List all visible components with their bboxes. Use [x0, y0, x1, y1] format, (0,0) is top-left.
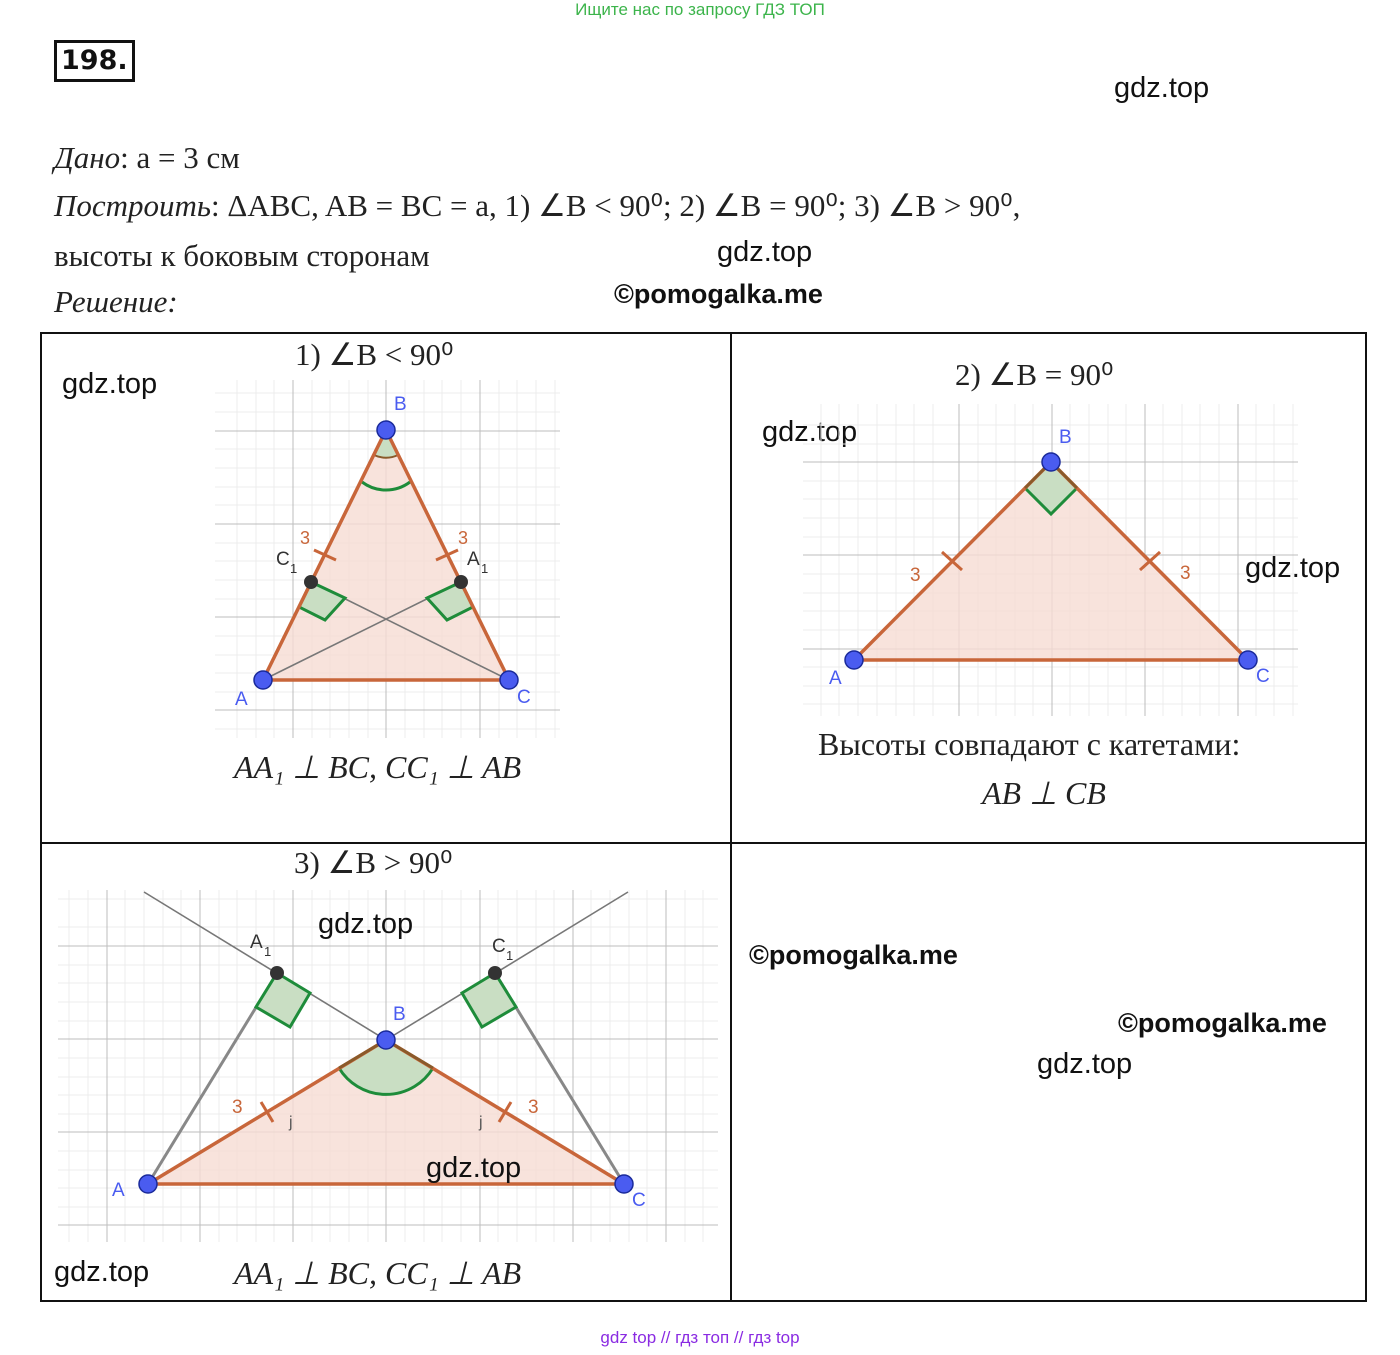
top-banner: Ищите нас по запросу ГДЗ ТОП [575, 0, 825, 19]
case1-point-a1 [454, 575, 468, 589]
case3-point-a1 [270, 966, 284, 980]
case1-title: 1) ∠B < 90⁰ [295, 337, 454, 372]
case2-side-label-ab: 3 [910, 565, 921, 586]
case1-figure [215, 380, 560, 738]
construct-value: : ΔABC, AB = BC = a, 1) ∠B < 90⁰; 2) ∠B = 90⁰; 3) ∠B > 90⁰, [211, 188, 1021, 223]
case2-label-c: C [1256, 666, 1270, 687]
case1-point-c [500, 671, 518, 689]
case1-point-a [254, 671, 272, 689]
construct-label: Построить [54, 188, 212, 223]
case3-label-b: B [393, 1004, 406, 1025]
case3-label-a1: A [250, 932, 263, 953]
watermark-gdz: gdz.top [717, 236, 813, 268]
case3-figure [58, 890, 718, 1242]
case1-label-a: A [235, 689, 248, 710]
case3-label-a: A [112, 1180, 125, 1201]
given-line [54, 140, 240, 176]
watermark-pomogalka: ©pomogalka.me [614, 279, 823, 309]
given-value: : a = 3 см [120, 140, 240, 175]
case3-label-c1: C [492, 936, 506, 957]
watermark-gdz: gdz.top [426, 1152, 522, 1184]
case3-side-label-ab: 3 [232, 1097, 243, 1118]
case3-label-c: C [632, 1190, 646, 1211]
watermark-gdz: gdz.top [1114, 72, 1210, 104]
case1-label-b: B [394, 394, 407, 415]
watermark-pomogalka: ©pomogalka.me [1118, 1008, 1327, 1038]
case2-label-a: A [829, 668, 842, 689]
case3-right-angle-a1 [256, 973, 310, 1027]
case1-caption: AA₁ ⊥ BC, CC₁ ⊥ AB [234, 749, 522, 785]
case3-point-c1 [488, 966, 502, 980]
solution-label: Решение: [54, 284, 178, 319]
case3-tick-label-bc: j [479, 1114, 483, 1131]
case1-label-c: C [517, 687, 531, 708]
case3-title: 3) ∠B > 90⁰ [294, 845, 453, 880]
case3-tick-label-ab: j [289, 1114, 293, 1131]
table-vertical-divider [730, 334, 732, 1300]
watermark-gdz: gdz.top [54, 1256, 150, 1288]
case2-point-c [1239, 651, 1257, 669]
case3-right-angle-c1 [462, 973, 516, 1027]
case2-label-b: B [1059, 427, 1072, 448]
case2-point-a [845, 651, 863, 669]
case3-extension-ab [386, 892, 628, 1040]
watermark-gdz: gdz.top [318, 908, 414, 940]
problem-number: 198. [54, 40, 135, 82]
case1-side-label-ab: 3 [300, 528, 311, 548]
watermark-gdz: gdz.top [62, 368, 158, 400]
case3-label-c1-sub: 1 [506, 948, 514, 963]
footer: gdz top // гдз топ // гдз top [600, 1328, 800, 1347]
watermark-gdz: gdz.top [1245, 552, 1341, 584]
watermark-gdz: gdz.top [1037, 1048, 1133, 1080]
case3-caption: AA₁ ⊥ BC, CC₁ ⊥ AB [234, 1255, 522, 1291]
case1-side-label-bc: 3 [458, 528, 469, 548]
case3-point-b [377, 1031, 395, 1049]
case2-side-label-bc: 3 [1180, 563, 1191, 584]
case3-side-label-bc: 3 [528, 1097, 539, 1118]
case2-caption-line1: Высоты совпадают с катетами: [818, 726, 1241, 762]
case2-title: 2) ∠B = 90⁰ [955, 357, 1114, 392]
case1-label-a1-sub: 1 [481, 561, 489, 576]
table-horizontal-divider [42, 842, 1365, 844]
given-label: Дано [54, 140, 121, 175]
case2-figure [803, 404, 1298, 716]
case2-point-b [1042, 453, 1060, 471]
construct-line [54, 188, 1020, 224]
case3-point-c [615, 1175, 633, 1193]
solution-label-text: Решение [54, 284, 168, 319]
case3-point-a [139, 1175, 157, 1193]
watermark-gdz: gdz.top [762, 416, 858, 448]
case1-point-b [377, 421, 395, 439]
case3-label-a1-sub: 1 [264, 944, 272, 959]
construct-line-2: высоты к боковым сторонам [54, 238, 430, 273]
watermark-pomogalka: ©pomogalka.me [749, 940, 958, 970]
case1-label-c1: C [276, 549, 290, 570]
case1-label-c1-sub: 1 [290, 561, 298, 576]
case1-label-a1: A [467, 549, 480, 570]
case1-point-c1 [304, 575, 318, 589]
case2-caption-line2: AB ⊥ CB [982, 775, 1106, 811]
